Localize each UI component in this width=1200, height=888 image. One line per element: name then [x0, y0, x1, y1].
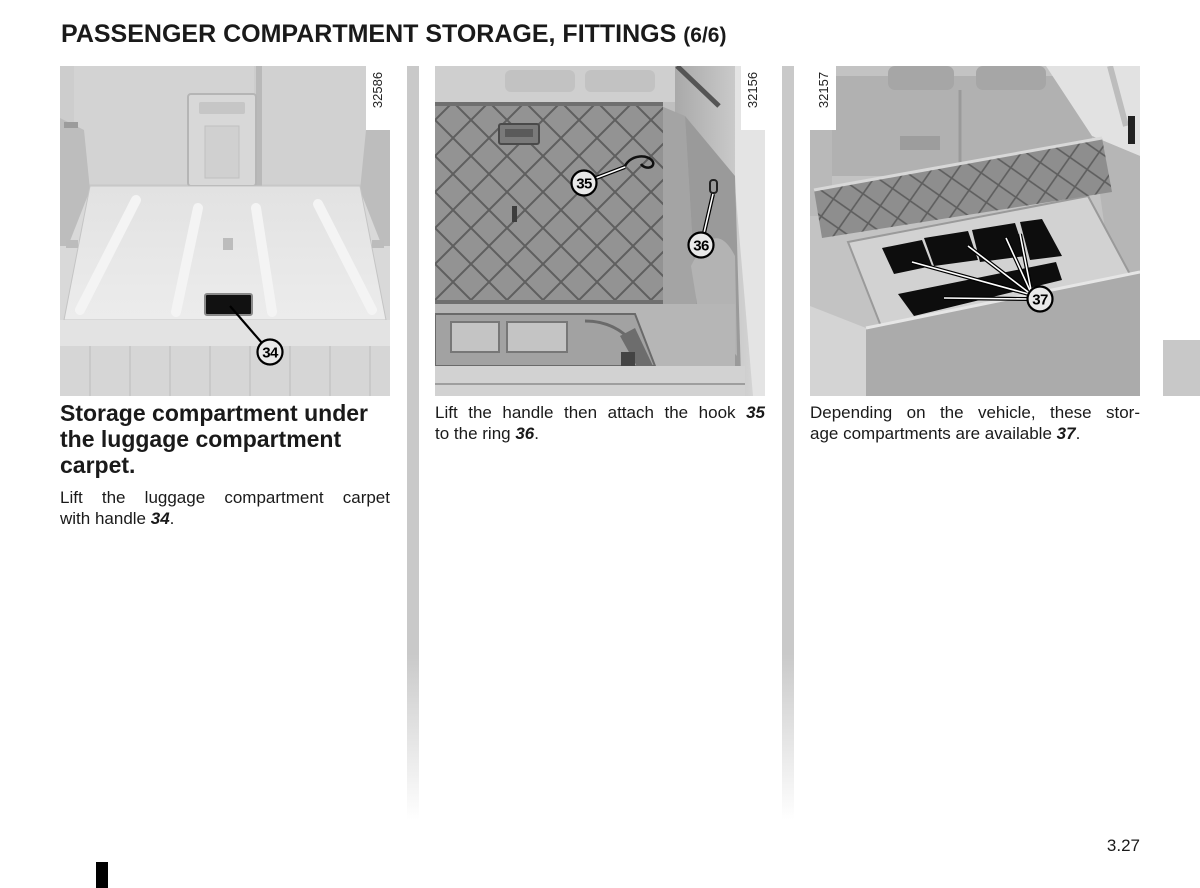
- callout-35-label: 35: [576, 175, 592, 193]
- trunk-sill: [435, 366, 745, 396]
- callout-35: [572, 171, 597, 196]
- reference-number: 34: [150, 509, 170, 528]
- column-divider: [407, 66, 419, 820]
- callout-36-label: 36: [693, 237, 709, 255]
- body-text: Lift the handle then attach the hook: [435, 403, 747, 422]
- body-line: [810, 423, 1140, 444]
- column-1-body: [60, 487, 390, 529]
- sill-top: [60, 320, 390, 346]
- reference-number: 37: [1056, 424, 1076, 443]
- body-line: Depending on the vehicle, these stor-: [810, 403, 1140, 422]
- print-mark: [96, 862, 108, 888]
- lashing-point-left: [66, 240, 78, 248]
- ski-hatch-panel: [205, 126, 239, 178]
- side-strap: [1128, 116, 1135, 144]
- cargo-net-illustration: [435, 66, 765, 396]
- lashing-point-right: [372, 240, 384, 248]
- callout-37: [1028, 287, 1053, 312]
- callout-34: [258, 340, 283, 365]
- luggage-floor-illustration: [60, 66, 390, 396]
- body-text-end: .: [534, 424, 539, 443]
- page-part-indicator: (6/6): [683, 24, 727, 47]
- column-2-body: [435, 402, 765, 444]
- body-line: [60, 508, 390, 529]
- body-text: age compartments are available: [810, 424, 1057, 443]
- headrest: [888, 66, 954, 90]
- section-tab: [1163, 340, 1200, 396]
- seat-back-right: [262, 66, 378, 184]
- cargo-net: [435, 102, 663, 304]
- cargo-net-bottom-bar: [435, 300, 663, 304]
- page-number: 3.27: [1106, 836, 1140, 855]
- section-heading: Storage compartment under the luggage compartment carpet.: [60, 400, 368, 478]
- rear-seat-top: [435, 66, 675, 102]
- figure-cargo-net: [435, 66, 765, 396]
- ski-hatch-latch: [199, 102, 245, 114]
- net-center-clip: [512, 206, 517, 222]
- figure-ref-number: 32586: [370, 71, 385, 109]
- bumper-sill: [60, 320, 390, 396]
- headrest: [585, 70, 655, 92]
- column-divider: [782, 66, 794, 820]
- tray-ring: [621, 352, 635, 368]
- reference-number: 35: [746, 403, 765, 422]
- seat-latch: [900, 136, 940, 150]
- body-text-end: .: [1075, 424, 1081, 443]
- storage-handle: [205, 294, 252, 315]
- underfloor-tray: [435, 304, 745, 396]
- body-line: [435, 402, 765, 423]
- reference-number: 36: [515, 424, 535, 443]
- left-wall-hook: [64, 122, 78, 128]
- net-handle-plate: [499, 124, 539, 144]
- lashing-point-center: [223, 238, 233, 250]
- figure-storage-compartments: [810, 66, 1140, 396]
- figure-ref-label: [810, 66, 836, 130]
- figure-luggage-floor: [60, 66, 390, 396]
- cargo-net-top-bar: [435, 102, 663, 106]
- handle-grip: [505, 129, 533, 137]
- callout-34-label: 34: [262, 344, 278, 362]
- ski-hatch: [188, 94, 256, 186]
- body-text-end: .: [169, 509, 175, 528]
- figure-ref-label: [366, 66, 390, 130]
- body-line: Lift the luggage compartment carpet: [60, 488, 390, 507]
- callout-36: [689, 233, 714, 258]
- column-3-body: [810, 402, 1140, 444]
- page-title-text: PASSENGER COMPARTMENT STORAGE, FITTINGS: [61, 20, 677, 48]
- headrest: [976, 66, 1046, 90]
- body-text: to the ring: [435, 424, 516, 443]
- page-title: [61, 19, 726, 51]
- body-text: with handle: [60, 509, 151, 528]
- body-line: [435, 423, 765, 444]
- tray-compartment: [507, 322, 567, 352]
- figure-ref-label: [741, 66, 765, 130]
- figure-ref-number: 32157: [816, 71, 831, 109]
- storage-compartments-illustration: [810, 66, 1140, 396]
- tray-compartment: [451, 322, 499, 352]
- cargo-net-mesh: [435, 102, 663, 304]
- headrest: [505, 70, 575, 92]
- callout-37-label: 37: [1032, 291, 1048, 309]
- figure-ref-number: 32156: [745, 71, 760, 109]
